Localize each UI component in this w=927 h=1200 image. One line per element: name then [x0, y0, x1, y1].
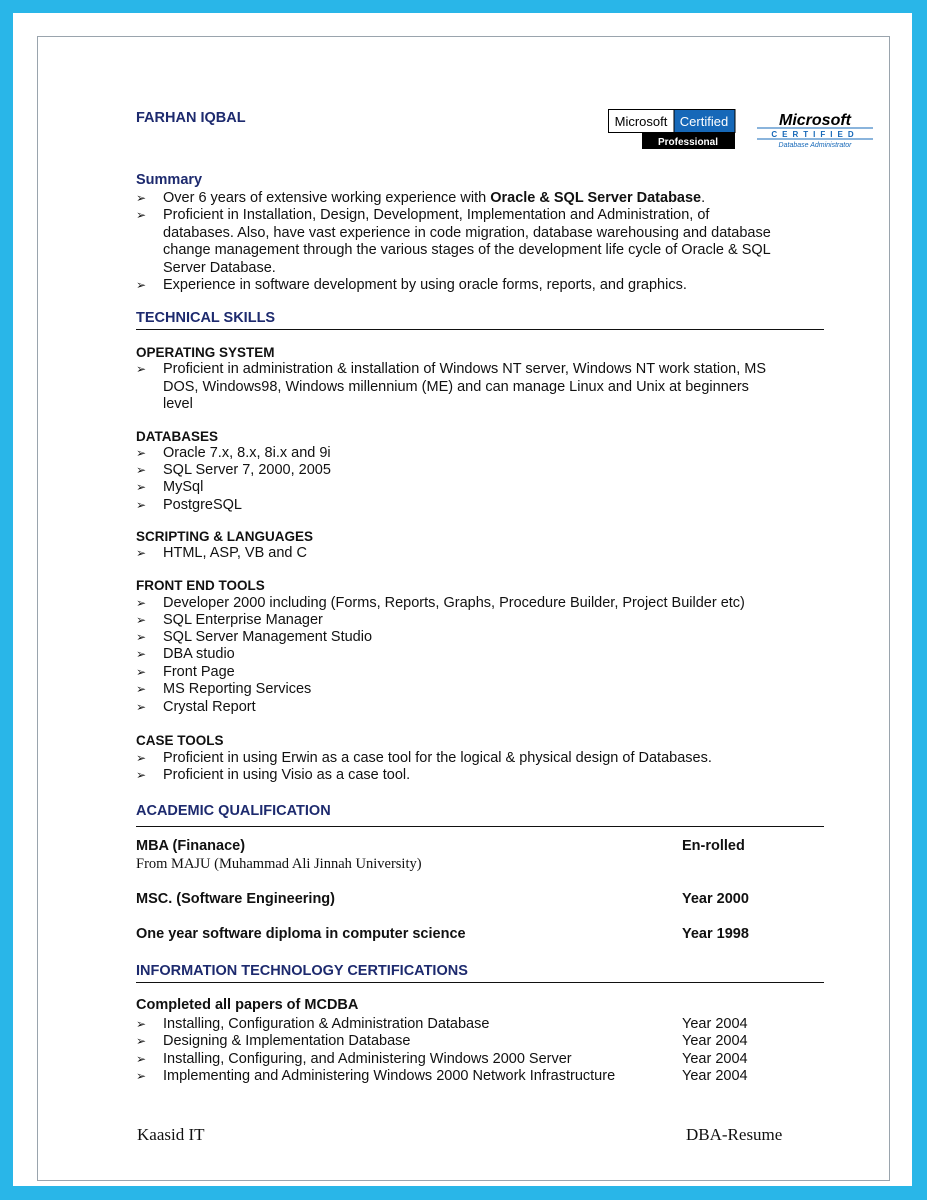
list-item: ➢ Oracle 7.x, 8.x, 8i.x and 9i [136, 445, 331, 461]
degree-diploma: One year software diploma in computer science [136, 926, 466, 942]
svg-text:Microsoft: Microsoft [614, 114, 668, 129]
arrow-bullet-icon: ➢ [136, 191, 147, 205]
certifications-heading: INFORMATION TECHNOLOGY CERTIFICATIONS [136, 963, 468, 979]
arrow-bullet-icon: ➢ [136, 1069, 147, 1083]
cert-year: Year 2004 [682, 1068, 748, 1084]
arrow-bullet-icon: ➢ [136, 613, 147, 627]
list-item: ➢ Front Page [136, 664, 235, 680]
cert-year: Year 2004 [682, 1051, 748, 1067]
arrow-bullet-icon: ➢ [136, 647, 147, 661]
list-item: ➢ MS Reporting Services [136, 681, 312, 697]
degree-mba: MBA (Finanace) [136, 838, 246, 854]
arrow-bullet-icon: ➢ [136, 362, 147, 376]
list-item: ➢ MySql [136, 479, 204, 495]
certifications-subheading: Completed all papers of MCDBA [136, 997, 359, 1013]
os-subheading: OPERATING SYSTEM [136, 345, 275, 360]
summary-heading: Summary [136, 172, 203, 188]
list-item: ➢ Proficient in using Erwin as a case tool for the logical & physical design of Databases. [136, 750, 712, 766]
microsoft-certified-professional-logo [608, 109, 736, 149]
list-item: ➢ SQL Server 7, 2000, 2005 [136, 462, 331, 478]
cert-year: Year 2004 [682, 1016, 748, 1032]
list-item: ➢ Experience in software development by using oracle forms, reports, and graphics. [136, 277, 687, 293]
list-item: ➢ Proficient in using Visio as a case tool. [136, 767, 411, 783]
list-item: ➢ PostgreSQL [136, 497, 242, 513]
list-item: ➢ Installing, Configuration & Administration Database [136, 1016, 490, 1032]
list-item: ➢ SQL Enterprise Manager [136, 612, 323, 628]
arrow-bullet-icon: ➢ [136, 751, 147, 765]
svg-text:Certified: Certified [679, 114, 729, 129]
list-item: ➢ Proficient in Installation, Design, Development, Implementation and Administration, of databases. Also, have vast experience in code migration, database warehousing and database change management through the various stages of the development life cycle of Oracle & SQL Server Database. [136, 207, 771, 276]
list-item: ➢ Installing, Configuring, and Administering Windows 2000 Server [136, 1051, 572, 1067]
svg-text:Microsoft: Microsoft [779, 112, 851, 129]
svg-text:CERTIFIED: CERTIFIED [771, 130, 859, 139]
front-end-tools-subheading: FRONT END TOOLS [136, 578, 265, 593]
list-item: ➢ HTML, ASP, VB and C [136, 545, 307, 561]
list-item: ➢ DBA studio [136, 646, 235, 662]
degree-msc-year: Year 2000 [682, 891, 749, 907]
cert-year: Year 2004 [682, 1033, 748, 1049]
candidate-name: FARHAN IQBAL [136, 110, 246, 126]
scripting-subheading: SCRIPTING & LANGUAGES [136, 529, 314, 544]
arrow-bullet-icon: ➢ [136, 480, 147, 494]
arrow-bullet-icon: ➢ [136, 768, 147, 782]
arrow-bullet-icon: ➢ [136, 682, 147, 696]
academic-heading: ACADEMIC QUALIFICATION [136, 803, 331, 819]
svg-text:Professional: Professional [657, 137, 719, 148]
list-item: ➢ Crystal Report [136, 699, 256, 715]
footer-company: Kaasid IT [137, 1125, 205, 1144]
list-item: ➢ Designing & Implementation Database [136, 1033, 411, 1049]
arrow-bullet-icon: ➢ [136, 463, 147, 477]
arrow-bullet-icon: ➢ [136, 278, 147, 292]
technical-skills-heading: TECHNICAL SKILLS [136, 310, 276, 326]
section-divider [136, 329, 824, 330]
arrow-bullet-icon: ➢ [136, 498, 147, 512]
databases-subheading: DATABASES [136, 429, 219, 444]
list-item: ➢ Over 6 years of extensive working experience with Oracle & SQL Server Database. [136, 190, 706, 206]
degree-msc: MSC. (Software Engineering) [136, 891, 335, 907]
arrow-bullet-icon: ➢ [136, 208, 147, 222]
degree-diploma-year: Year 1998 [682, 926, 749, 942]
arrow-bullet-icon: ➢ [136, 596, 147, 610]
arrow-bullet-icon: ➢ [136, 1052, 147, 1066]
arrow-bullet-icon: ➢ [136, 665, 147, 679]
svg-text:Database Administrator: Database Administrator [778, 142, 852, 149]
list-item: ➢ Developer 2000 including (Forms, Reports, Graphs, Procedure Builder, Project Builder etc) [136, 595, 745, 611]
list-item: ➢ Implementing and Administering Windows 2000 Network Infrastructure [136, 1068, 616, 1084]
arrow-bullet-icon: ➢ [136, 700, 147, 714]
microsoft-certified-dba-logo [755, 110, 875, 150]
arrow-bullet-icon: ➢ [136, 1034, 147, 1048]
footer-document-title: DBA-Resume [686, 1125, 783, 1144]
arrow-bullet-icon: ➢ [136, 1017, 147, 1031]
case-tools-subheading: CASE TOOLS [136, 733, 224, 748]
section-divider [136, 826, 824, 827]
degree-mba-status: En-rolled [682, 838, 745, 854]
section-divider [136, 982, 824, 983]
list-item: ➢ Proficient in administration & installation of Windows NT server, Windows NT work station, MS DOS, Windows98, Windows millennium (ME) and can manage Linux and Unix at beginners level [136, 361, 767, 412]
arrow-bullet-icon: ➢ [136, 546, 147, 560]
arrow-bullet-icon: ➢ [136, 446, 147, 460]
arrow-bullet-icon: ➢ [136, 630, 147, 644]
degree-mba-institution: From MAJU (Muhammad Ali Jinnah University) [136, 856, 422, 872]
list-item: ➢ SQL Server Management Studio [136, 629, 373, 645]
